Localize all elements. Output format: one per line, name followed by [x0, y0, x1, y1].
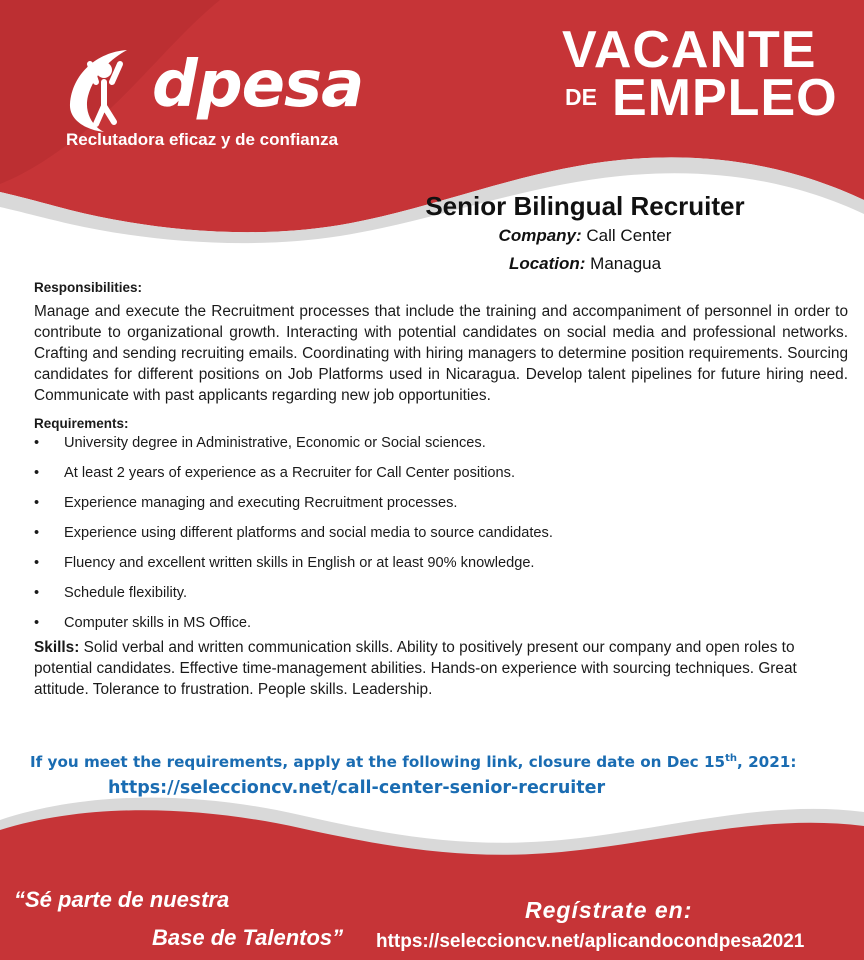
list-item: • Experience using different platforms and social media to source candidates. — [34, 525, 553, 541]
job-title: Senior Bilingual Recruiter — [425, 191, 745, 221]
bullet: • — [34, 615, 40, 631]
location-line — [300, 254, 864, 274]
bullet: • — [34, 435, 40, 451]
person-figure-icon — [52, 34, 162, 144]
de-heading: DE — [565, 84, 597, 110]
requirements-heading: Requirements: — [34, 416, 129, 431]
register-link[interactable]: https://seleccioncv.net/aplicandocondpesa2021 — [376, 931, 805, 952]
logo-tagline: Reclutadora eficaz y de confianza — [66, 130, 339, 149]
vacante-heading: VACANTE — [562, 21, 817, 79]
list-item: • Experience managing and executing Recruitment processes. — [34, 495, 458, 511]
bullet: • — [34, 465, 40, 481]
register-heading: Regístrate en: — [525, 897, 693, 923]
skills-paragraph — [34, 637, 834, 700]
list-item: • At least 2 years of experience as a Recruiter for Call Center positions. — [34, 465, 515, 481]
dpesa-logo — [52, 30, 364, 160]
empleo-heading: EMPLEO — [612, 69, 838, 127]
location-value: Managua — [590, 254, 662, 273]
footer-quote-line1: “Sé parte de nuestra — [14, 887, 230, 912]
company-line — [300, 226, 864, 246]
skills-label: Skills: — [34, 639, 80, 656]
footer-quote-line2: Base de Talentos” — [152, 925, 344, 950]
job-details — [34, 280, 848, 700]
list-item: • Schedule flexibility. — [34, 585, 188, 601]
responsibilities-text: Manage and execute the Recruitment processes that include the training and accompaniment of personnel in order to contribute to organizational growth. Interacting with potential candidates on social media and professional networks. Crafting and sending recruiting emails. Coordinating with hiring managers to determine position requirements. Sourcing candidates for different positions on Job Platforms used in Nicaragua. Develop talent pipelines for future hiring need. Communicate with past applicants regarding new job opportunities. — [34, 303, 848, 404]
responsibilities-heading: Responsibilities: — [34, 280, 143, 295]
bullet: • — [34, 555, 40, 571]
requirements-list — [34, 433, 848, 643]
bullet: • — [34, 585, 40, 601]
logo-wordmark: dpesa — [152, 48, 364, 122]
apply-instructions: If you meet the requirements, apply at the following link, closure date on Dec 15th, 2021: — [30, 753, 797, 772]
company-value: Call Center — [586, 226, 672, 245]
apply-link[interactable]: https://seleccioncv.net/call-center-senior-recruiter — [108, 778, 606, 798]
list-item: • University degree in Administrative, Economic or Social sciences. — [34, 435, 486, 451]
list-item: • Computer skills in MS Office. — [34, 615, 252, 631]
company-label: Company: — [498, 226, 582, 245]
list-item: • Fluency and excellent written skills in English or at least 90% knowledge. — [34, 555, 535, 571]
skills-text: Solid verbal and written communication skills. Ability to positively present our company and open roles to potential candidates. Effective time-management abilities. Hands-on experience with sourcing techniques. Great attitude. Tolerance to frustration. People skills. Leadership. — [34, 639, 797, 698]
bullet: • — [34, 495, 40, 511]
bullet: • — [34, 525, 40, 541]
location-label: Location: — [508, 254, 586, 273]
